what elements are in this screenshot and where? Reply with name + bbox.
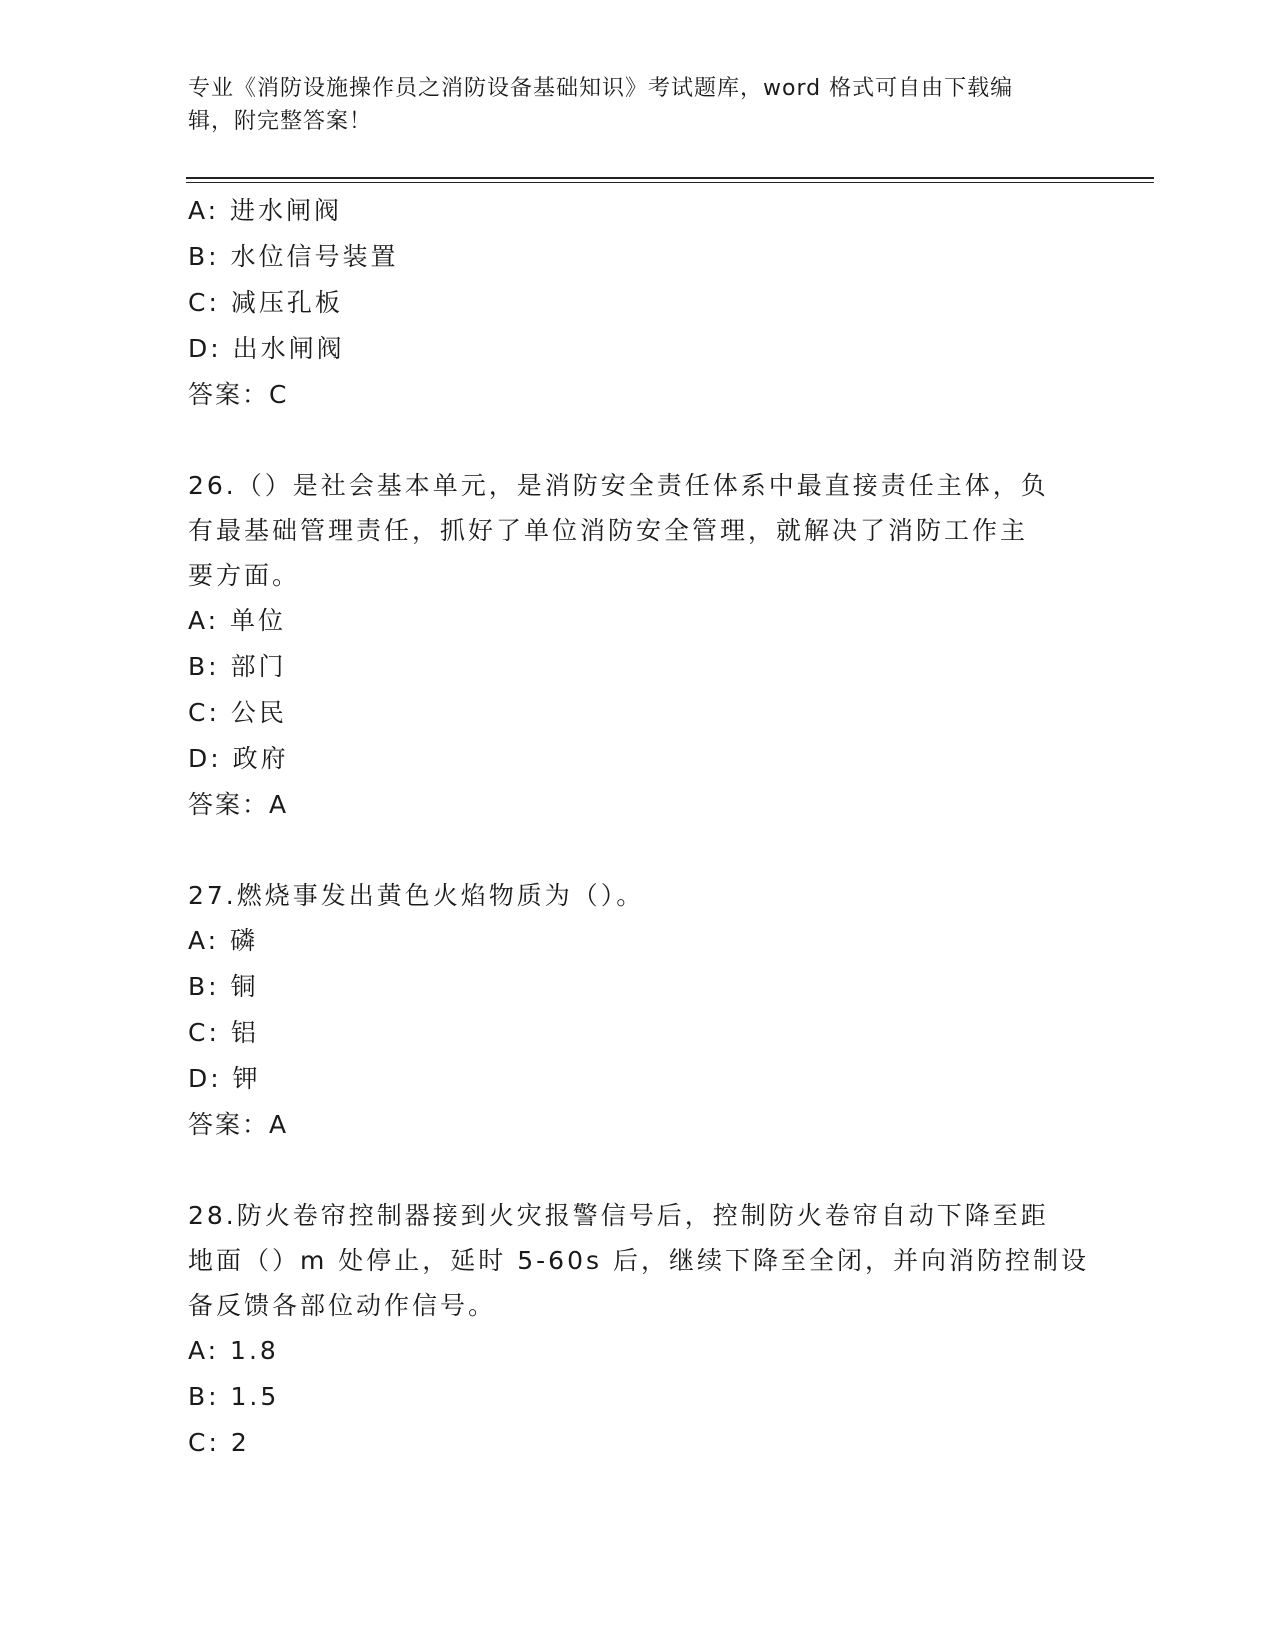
option-c: C: 减压孔板 [188,288,343,317]
question-text-line: 27.燃烧事发出黄色火焰物质为（）。 [188,881,645,910]
spacer [188,418,1088,463]
option-c: C: 铝 [188,1018,259,1047]
option-d: D: 出水闸阀 [188,334,345,363]
option-c: C: 公民 [188,698,287,727]
answer: 答案：A [188,790,289,819]
question-text-line: 28.防火卷帘控制器接到火灾报警信号后，控制防火卷帘自动下降至距 [188,1201,1049,1230]
option-c: C: 2 [188,1428,250,1457]
option-a: A: 1.8 [188,1336,279,1365]
option-b: B: 水位信号装置 [188,242,399,271]
question-28 [188,1193,1088,1466]
option-a: A: 磷 [188,926,259,955]
header-divider-thick [186,177,1154,179]
question-26 [188,463,1088,828]
question-27 [188,873,1088,1148]
option-d: D: 钾 [188,1064,261,1093]
header-line-2: 辑，附完整答案！ [188,109,373,134]
question-text-line: 有最基础管理责任，抓好了单位消防安全管理，就解决了消防工作主 [188,516,1029,545]
header-divider-thin [186,182,1154,183]
question-text-line: 地面（）m 处停止，延时 5-60s 后，继续下降至全闭，并向消防控制设 [188,1246,1089,1275]
option-a: A: 进水闸阀 [188,196,343,225]
question-text-line: 要方面。 [188,561,301,590]
option-b: B: 铜 [188,972,259,1001]
answer: 答案：C [188,380,289,409]
option-b: B: 部门 [188,652,287,681]
header-line-1: 专业《消防设施操作员之消防设备基础知识》考试题库，word 格式可自由下载编 [188,76,1014,101]
answer: 答案：A [188,1110,289,1139]
option-a: A: 单位 [188,606,287,635]
question-text-line: 26.（）是社会基本单元，是消防安全责任体系中最直接责任主体，负 [188,471,1049,500]
question-text-line: 备反馈各部位动作信号。 [188,1291,497,1320]
question-list [188,188,1088,1466]
option-b: B: 1.5 [188,1382,280,1411]
spacer [188,828,1088,873]
spacer [188,1148,1088,1193]
option-d: D: 政府 [188,744,289,773]
document-header [188,72,1088,138]
question-25 [188,188,1088,418]
